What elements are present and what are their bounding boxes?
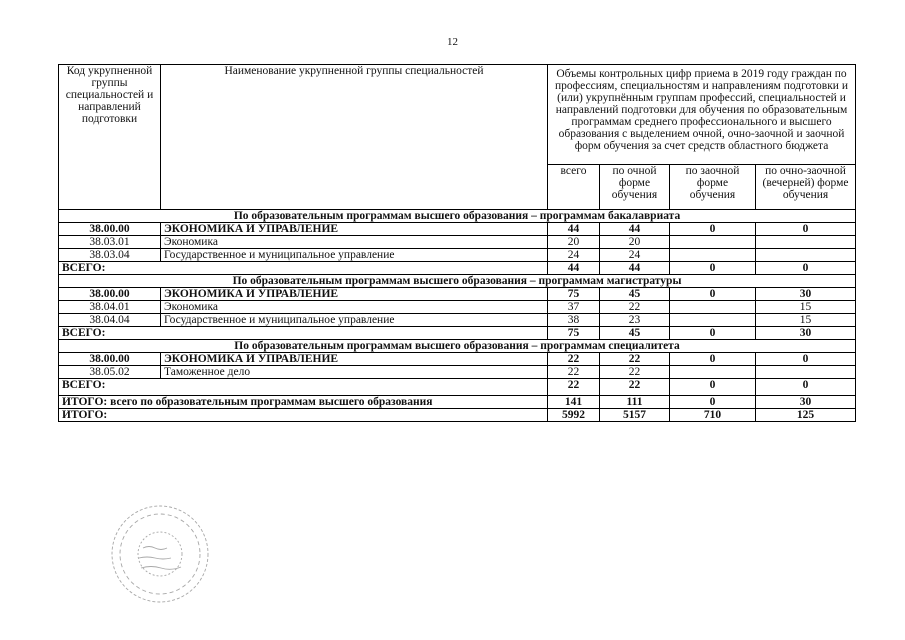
cell-total: 24 bbox=[548, 249, 600, 262]
cell-total: 22 bbox=[548, 353, 600, 366]
cell-extramural bbox=[670, 301, 756, 314]
cell-fulltime: 24 bbox=[600, 249, 670, 262]
cell-parttime bbox=[756, 366, 856, 379]
cell-fulltime: 45 bbox=[600, 288, 670, 301]
cell-extramural: 0 bbox=[670, 223, 756, 236]
cell-total: 22 bbox=[548, 366, 600, 379]
cell-extramural: 0 bbox=[670, 379, 756, 396]
cell-parttime: 30 bbox=[756, 288, 856, 301]
cell-total: 22 bbox=[548, 379, 600, 396]
cell-total: 141 bbox=[548, 396, 600, 409]
cell-extramural bbox=[670, 236, 756, 249]
cell-extramural: 0 bbox=[670, 396, 756, 409]
cell-extramural bbox=[670, 366, 756, 379]
cell-parttime bbox=[756, 236, 856, 249]
header-code: Код укрупненной группы специальностей и направлений подготовки bbox=[59, 65, 161, 210]
header-name: Наименование укрупненной группы специальностей bbox=[161, 65, 548, 210]
cell-total: 5992 bbox=[548, 409, 600, 422]
group-name: ЭКОНОМИКА И УПРАВЛЕНИЕ bbox=[161, 353, 548, 366]
higher-total-label: ИТОГО: всего по образовательным программам высшего образования bbox=[59, 396, 548, 409]
cell-parttime: 30 bbox=[756, 396, 856, 409]
cell-fulltime: 22 bbox=[600, 366, 670, 379]
cell-fulltime: 22 bbox=[600, 301, 670, 314]
group-name: ЭКОНОМИКА И УПРАВЛЕНИЕ bbox=[161, 223, 548, 236]
cell-total: 37 bbox=[548, 301, 600, 314]
header-volumes: Объемы контрольных цифр приема в 2019 году граждан по профессиям, специальностям и направлениям подготовки и (или) укрупнённым группам профессий, специальностей и направлений подготовки для обучения по образовательным программам среднего профессионального и высшего образования с выделением очной, очно-заочной и заочной форм обучения за счет средств областного бюджета bbox=[548, 65, 856, 165]
row-code: 38.05.02 bbox=[59, 366, 161, 379]
cell-parttime bbox=[756, 249, 856, 262]
row-code: 38.03.01 bbox=[59, 236, 161, 249]
sum-label: ВСЕГО: bbox=[59, 327, 548, 340]
cell-extramural: 0 bbox=[670, 288, 756, 301]
header-col-fulltime: по очной форме обучения bbox=[600, 165, 670, 210]
row-name: Экономика bbox=[161, 236, 548, 249]
cell-parttime: 0 bbox=[756, 379, 856, 396]
row-name: Государственное и муниципальное управление bbox=[161, 314, 548, 327]
seal-stamp bbox=[99, 502, 221, 606]
cell-extramural: 0 bbox=[670, 353, 756, 366]
page-number: 12 bbox=[447, 36, 458, 48]
cell-fulltime: 22 bbox=[600, 353, 670, 366]
cell-total: 75 bbox=[548, 327, 600, 340]
admission-quota-table bbox=[58, 64, 856, 422]
cell-fulltime: 20 bbox=[600, 236, 670, 249]
cell-fulltime: 44 bbox=[600, 262, 670, 275]
section-title: По образовательным программам высшего образования – программам магистратуры bbox=[59, 275, 856, 288]
cell-fulltime: 5157 bbox=[600, 409, 670, 422]
cell-fulltime: 23 bbox=[600, 314, 670, 327]
cell-parttime: 0 bbox=[756, 353, 856, 366]
cell-extramural: 710 bbox=[670, 409, 756, 422]
group-code: 38.00.00 bbox=[59, 223, 161, 236]
cell-fulltime: 111 bbox=[600, 396, 670, 409]
grand-total-label: ИТОГО: bbox=[59, 409, 548, 422]
section-title: По образовательным программам высшего образования – программам бакалавриата bbox=[59, 210, 856, 223]
group-name: ЭКОНОМИКА И УПРАВЛЕНИЕ bbox=[161, 288, 548, 301]
cell-parttime: 15 bbox=[756, 301, 856, 314]
cell-total: 44 bbox=[548, 262, 600, 275]
header-col-parttime: по очно-заочной (вечерней) форме обучения bbox=[756, 165, 856, 210]
cell-total: 44 bbox=[548, 223, 600, 236]
cell-total: 38 bbox=[548, 314, 600, 327]
sum-label: ВСЕГО: bbox=[59, 262, 548, 275]
cell-extramural: 0 bbox=[670, 327, 756, 340]
sum-label: ВСЕГО: bbox=[59, 379, 548, 396]
row-code: 38.03.04 bbox=[59, 249, 161, 262]
cell-parttime: 15 bbox=[756, 314, 856, 327]
cell-extramural bbox=[670, 249, 756, 262]
cell-parttime: 0 bbox=[756, 262, 856, 275]
header-col-total: всего bbox=[548, 165, 600, 210]
row-name: Государственное и муниципальное управление bbox=[161, 249, 548, 262]
row-name: Таможенное дело bbox=[161, 366, 548, 379]
cell-extramural bbox=[670, 314, 756, 327]
cell-fulltime: 44 bbox=[600, 223, 670, 236]
group-code: 38.00.00 bbox=[59, 288, 161, 301]
cell-extramural: 0 bbox=[670, 262, 756, 275]
group-code: 38.00.00 bbox=[59, 353, 161, 366]
header-col-extramural: по заочной форме обучения bbox=[670, 165, 756, 210]
cell-fulltime: 45 bbox=[600, 327, 670, 340]
cell-parttime: 125 bbox=[756, 409, 856, 422]
row-name: Экономика bbox=[161, 301, 548, 314]
cell-parttime: 0 bbox=[756, 223, 856, 236]
row-code: 38.04.01 bbox=[59, 301, 161, 314]
cell-total: 20 bbox=[548, 236, 600, 249]
cell-fulltime: 22 bbox=[600, 379, 670, 396]
row-code: 38.04.04 bbox=[59, 314, 161, 327]
cell-parttime: 30 bbox=[756, 327, 856, 340]
section-title: По образовательным программам высшего образования – программам специалитета bbox=[59, 340, 856, 353]
cell-total: 75 bbox=[548, 288, 600, 301]
